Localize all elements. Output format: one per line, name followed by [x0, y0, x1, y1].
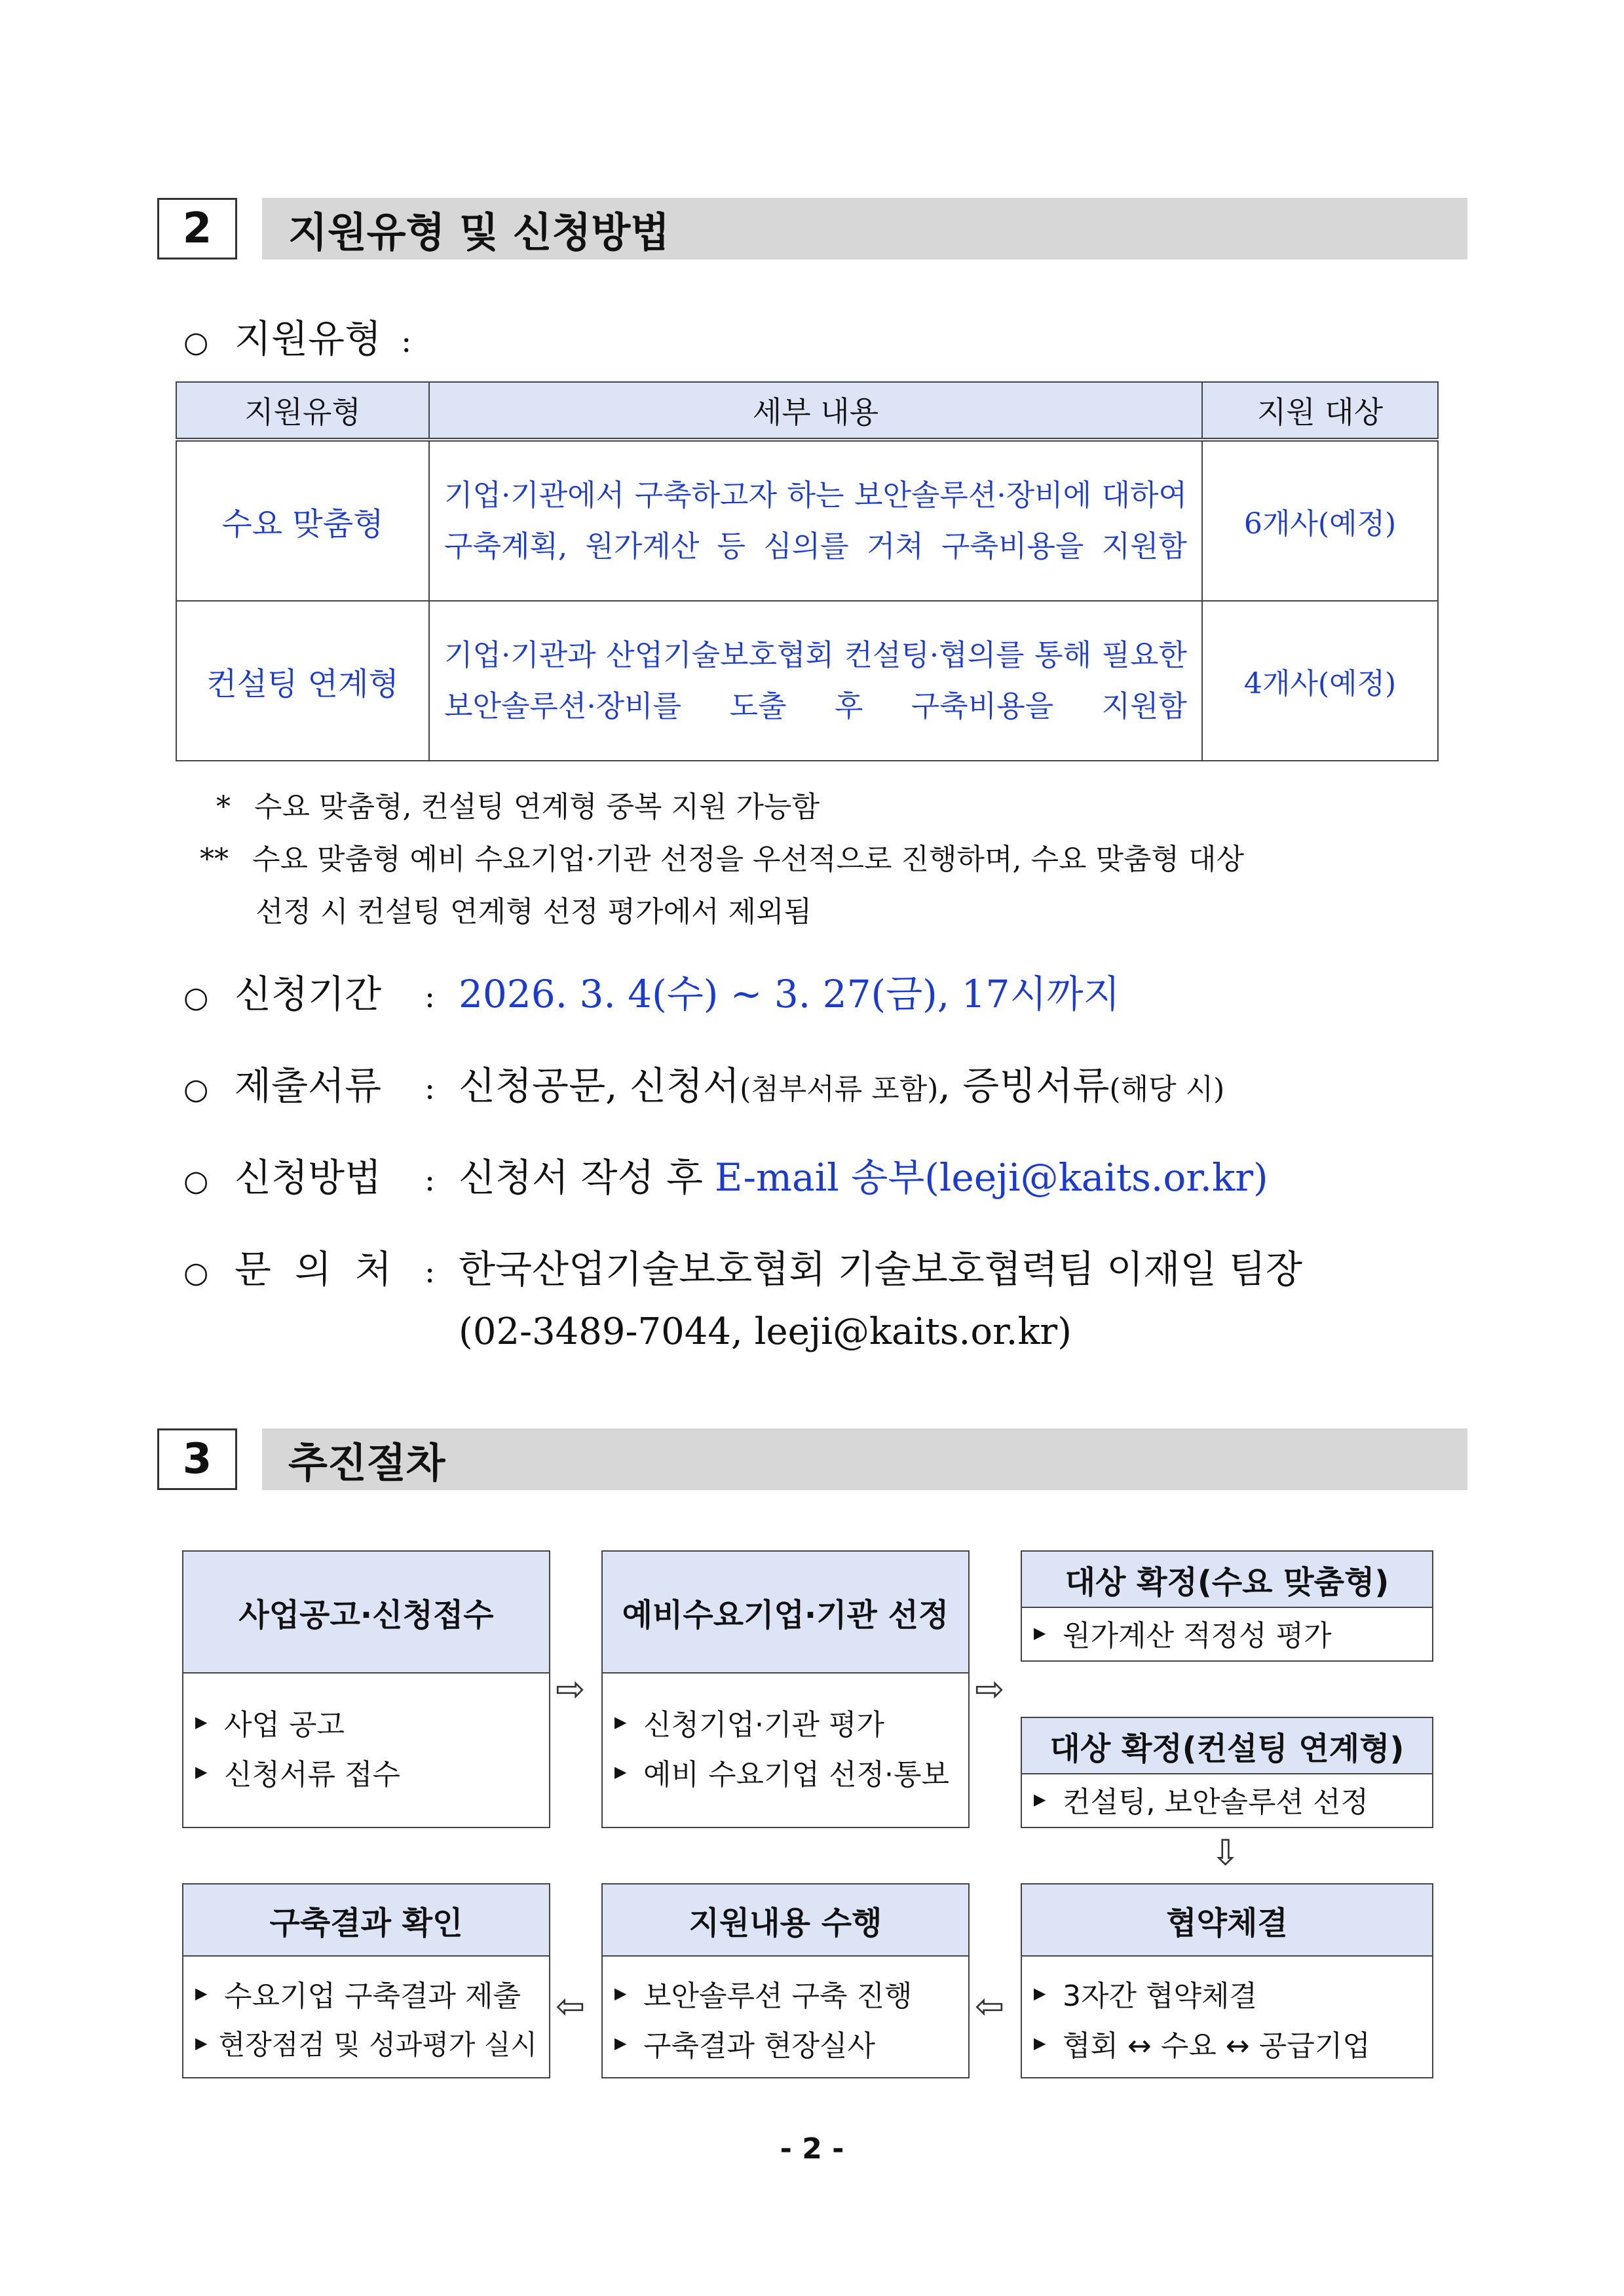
note-text: 수요 맞춤형 예비 수요기업·기관 선정을 우선적으로 진행하며, 수요 맞춤형 대상 [252, 843, 1244, 876]
table-row [176, 440, 1438, 601]
colon: : [425, 1253, 436, 1290]
triangle-bullet-icon: ▶ [1034, 1624, 1046, 1642]
method-email: E-mail 송부(leeji@kaits.or.kr) [715, 1155, 1268, 1200]
box-title: 사업공고·신청접수 [183, 1552, 549, 1674]
method-line [183, 1147, 1268, 1202]
item-text: 원가계산 적정성 평가 [1063, 1619, 1332, 1653]
circle-bullet-icon: ○ [183, 1164, 209, 1198]
contact-line [183, 1238, 1302, 1293]
item-text: 수요기업 구축결과 제출 [224, 1980, 521, 2013]
list-item [1034, 1774, 1420, 1824]
list-item [614, 1747, 956, 1797]
box-title: 대상 확정(수요 맞춤형) [1022, 1552, 1432, 1608]
perform-box [601, 1883, 970, 2078]
table-header: 지원유형 [176, 382, 429, 440]
section-3-title: 추진절차 [262, 1428, 1467, 1490]
item-text: 구축결과 현장실사 [643, 2029, 876, 2063]
confirm-demand-box [1021, 1550, 1433, 1662]
list-item [614, 2018, 956, 2068]
triangle-bullet-icon: ▶ [1034, 2034, 1046, 2052]
period-line [183, 963, 1120, 1018]
support-types-label: 지원유형 [235, 316, 382, 361]
contact-detail: (02-3489-7044, leeji@kaits.or.kr) [459, 1311, 1072, 1353]
period-value: 2026. 3. 4(수) ~ 3. 27(금), 17시까지 [459, 972, 1120, 1016]
method-value: 신청서 작성 후 [459, 1155, 704, 1200]
arrow-right-icon: ⇨ [556, 1668, 586, 1710]
arrow-left-icon: ⇦ [975, 1985, 1005, 2027]
triangle-bullet-icon: ▶ [195, 1984, 208, 2002]
triangle-bullet-icon: ▶ [195, 1763, 208, 1781]
colon: : [425, 978, 436, 1015]
box-title: 구축결과 확인 [183, 1885, 549, 1957]
documents-line [183, 1055, 1224, 1110]
note-1 [216, 783, 820, 825]
item-text: 신청기업·기관 평가 [643, 1708, 885, 1742]
circle-bullet-icon: ○ [183, 981, 209, 1014]
box-title: 예비수요기업·기관 선정 [603, 1552, 968, 1674]
section-2-number: 2 [157, 198, 237, 259]
colon: : [425, 1070, 436, 1107]
box-title: 대상 확정(컨설팅 연계형) [1022, 1718, 1432, 1774]
item-text: 컨설팅, 보안솔루션 선정 [1063, 1786, 1369, 1819]
type-cell: 수요 맞춤형 [176, 440, 429, 601]
support-types-line [183, 308, 411, 363]
triangle-bullet-icon: ▶ [614, 2034, 627, 2052]
documents-value-c: , 증빙서류 [938, 1063, 1110, 1108]
item-text: 현장점검 및 성과평가 실시 [218, 2029, 537, 2061]
arrow-down-icon: ⇩ [1211, 1832, 1241, 1873]
colon: : [401, 323, 412, 360]
table-header: 지원 대상 [1202, 382, 1438, 440]
documents-value-a: 신청공문, 신청서 [459, 1063, 740, 1108]
list-item [614, 1968, 956, 2018]
item-text: 사업 공고 [224, 1708, 345, 1742]
announce-box [182, 1550, 550, 1828]
note-2-continued: 선정 시 컨설팅 연계형 선정 평가에서 제외됨 [255, 895, 812, 928]
period-label: 신청기간 [235, 972, 382, 1016]
documents-label: 제출서류 [235, 1063, 382, 1108]
arrow-left-icon: ⇦ [556, 1985, 586, 2027]
colon: : [425, 1162, 436, 1198]
contact-label: 문의처 [235, 1247, 416, 1292]
table-row [176, 601, 1438, 761]
support-types-table [176, 381, 1439, 761]
documents-value-d: (해당 시) [1109, 1073, 1225, 1106]
circle-bullet-icon: ○ [183, 1073, 209, 1106]
list-item [195, 1968, 537, 2018]
list-item [195, 2018, 537, 2068]
box-title: 지원내용 수행 [603, 1885, 968, 1957]
preselect-box [601, 1550, 970, 1828]
result-box [182, 1883, 550, 2078]
box-title: 협약체결 [1022, 1885, 1432, 1957]
triangle-bullet-icon: ▶ [195, 1713, 208, 1731]
note-2 [200, 835, 1244, 877]
type-cell: 컨설팅 연계형 [176, 601, 429, 761]
triangle-bullet-icon: ▶ [1034, 1790, 1046, 1808]
triangle-bullet-icon: ▶ [614, 1984, 627, 2002]
target-cell: 4개사(예정) [1202, 601, 1438, 761]
note-mark: ** [200, 843, 229, 876]
list-item [614, 1697, 956, 1747]
item-text: 3자간 협약체결 [1063, 1980, 1258, 2013]
method-label: 신청방법 [235, 1155, 382, 1200]
arrow-right-icon: ⇨ [975, 1668, 1005, 1710]
triangle-bullet-icon: ▶ [195, 2034, 208, 2052]
note-mark: * [216, 790, 231, 824]
list-item [195, 1747, 537, 1797]
circle-bullet-icon: ○ [183, 1256, 209, 1290]
item-text: 예비 수요기업 선정·통보 [643, 1758, 949, 1791]
table-header: 세부 내용 [429, 382, 1202, 440]
circle-bullet-icon: ○ [183, 326, 209, 359]
triangle-bullet-icon: ▶ [1034, 1984, 1046, 2002]
list-item [1034, 1608, 1420, 1658]
detail-cell: 기업·기관에서 구축하고자 하는 보안솔루션·장비에 대하여 구축계획, 원가계산 등 심의를 거쳐 구축비용을 지원함 [429, 440, 1202, 601]
triangle-bullet-icon: ▶ [614, 1713, 627, 1731]
target-cell: 6개사(예정) [1202, 440, 1438, 601]
section-2-title: 지원유형 및 신청방법 [262, 198, 1467, 259]
list-item [1034, 1968, 1420, 2018]
section-3-number: 3 [157, 1428, 237, 1490]
page-number: - 2 - [780, 2132, 844, 2166]
detail-cell: 기업·기관과 산업기술보호협회 컨설팅·협의를 통해 필요한 보안솔루션·장비를 도출 후 구축비용을 지원함 [429, 601, 1202, 761]
documents-value-b: (첨부서류 포함) [740, 1073, 939, 1106]
note-text: 수요 맞춤형, 컨설팅 연계형 중복 지원 가능함 [254, 790, 820, 824]
contact-value: 한국산업기술보호협회 기술보호협력팀 이재일 팀장 [459, 1247, 1302, 1292]
triangle-bullet-icon: ▶ [614, 1763, 627, 1781]
contract-box [1021, 1883, 1433, 2078]
item-text: 협회 ↔ 수요 ↔ 공급기업 [1063, 2029, 1370, 2063]
list-item [1034, 2018, 1420, 2068]
list-item [195, 1697, 537, 1747]
confirm-consult-box [1021, 1717, 1433, 1828]
item-text: 신청서류 접수 [224, 1758, 401, 1791]
item-text: 보안솔루션 구축 진행 [643, 1980, 913, 2013]
